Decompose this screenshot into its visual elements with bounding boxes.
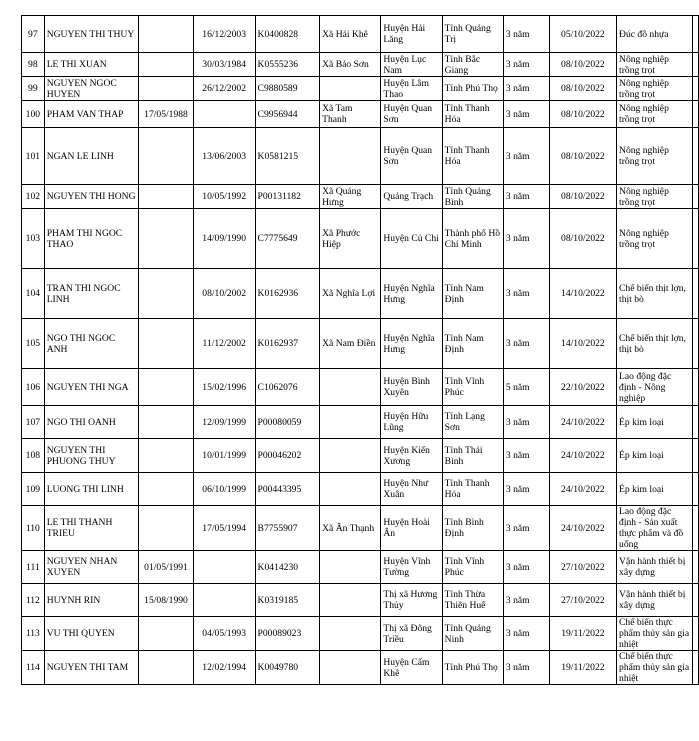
contract-term: 3 năm	[503, 269, 549, 319]
table-row	[22, 53, 699, 77]
departure-date: 24/10/2022	[549, 473, 616, 506]
departure-date: 08/10/2022	[549, 209, 616, 269]
passport-number: K0162937	[255, 319, 320, 369]
birth-date-female: 16/12/2003	[193, 16, 255, 53]
district: Huyện Lâm Thao	[381, 77, 442, 101]
province: Tỉnh Thanh Hóa	[442, 101, 503, 128]
commune: Xã Phước Hiệp	[320, 209, 381, 269]
next-column-edge	[692, 209, 698, 269]
commune	[320, 584, 381, 617]
commune	[320, 651, 381, 685]
province: Tỉnh Quảng Ninh	[442, 617, 503, 651]
job-type: Chế biến thực phẩm thủy sản gia nhiệt	[617, 651, 693, 685]
birth-date-female	[193, 101, 255, 128]
birth-date-male	[139, 269, 193, 319]
table-row	[22, 269, 699, 319]
birth-date-female: 12/02/1994	[193, 651, 255, 685]
next-column-edge	[692, 16, 698, 53]
birth-date-male	[139, 77, 193, 101]
commune	[320, 77, 381, 101]
table-row	[22, 617, 699, 651]
district: Huyện Nghĩa Hưng	[381, 319, 442, 369]
birth-date-female: 11/12/2002	[193, 319, 255, 369]
departure-date: 24/10/2022	[549, 406, 616, 439]
table-row	[22, 369, 699, 406]
province: Tỉnh Bình Định	[442, 506, 503, 551]
worker-name: PHAM THI NGOC THAO	[44, 209, 139, 269]
birth-date-male	[139, 128, 193, 185]
table-row	[22, 584, 699, 617]
job-type: Nông nghiệp trồng trọt	[617, 128, 693, 185]
next-column-edge	[692, 473, 698, 506]
province: Tỉnh Nam Định	[442, 269, 503, 319]
next-column-edge	[692, 319, 698, 369]
worker-name: TRAN THI NGOC LINH	[44, 269, 139, 319]
row-number: 114	[22, 651, 45, 685]
district: Huyện Nghĩa Hưng	[381, 269, 442, 319]
worker-name: NGUYEN THI TAM	[44, 651, 139, 685]
table-row	[22, 439, 699, 473]
province: Tỉnh Phú Thọ	[442, 651, 503, 685]
job-type: Vận hành thiết bị xây dựng	[617, 584, 693, 617]
worker-name: NGAN LE LINH	[44, 128, 139, 185]
birth-date-male	[139, 439, 193, 473]
row-number: 98	[22, 53, 45, 77]
district: Huyện Bình Xuyên	[381, 369, 442, 406]
row-number: 111	[22, 551, 45, 584]
contract-term: 3 năm	[503, 617, 549, 651]
district: Huyện Hữu Lũng	[381, 406, 442, 439]
birth-date-male	[139, 16, 193, 53]
departure-date: 24/10/2022	[549, 439, 616, 473]
passport-number: P00131182	[255, 185, 320, 209]
table-row	[22, 651, 699, 685]
next-column-edge	[692, 551, 698, 584]
departure-date: 27/10/2022	[549, 584, 616, 617]
row-number: 107	[22, 406, 45, 439]
departure-date: 19/11/2022	[549, 617, 616, 651]
birth-date-male: 17/05/1988	[139, 101, 193, 128]
row-number: 100	[22, 101, 45, 128]
row-number: 108	[22, 439, 45, 473]
job-type: Nông nghiệp trồng trọt	[617, 209, 693, 269]
next-column-edge	[692, 369, 698, 406]
birth-date-female: 08/10/2002	[193, 269, 255, 319]
birth-date-male: 01/05/1991	[139, 551, 193, 584]
worker-name: HUYNH RIN	[44, 584, 139, 617]
table-row	[22, 319, 699, 369]
commune: Xã Nghĩa Lợi	[320, 269, 381, 319]
passport-number: B7755907	[255, 506, 320, 551]
birth-date-female: 13/06/2003	[193, 128, 255, 185]
departure-date: 08/10/2022	[549, 128, 616, 185]
next-column-edge	[692, 651, 698, 685]
birth-date-male	[139, 185, 193, 209]
passport-number: P00443395	[255, 473, 320, 506]
commune	[320, 617, 381, 651]
province: Tỉnh Vĩnh Phúc	[442, 369, 503, 406]
table-body	[22, 16, 699, 685]
contract-term: 3 năm	[503, 651, 549, 685]
next-column-edge	[692, 506, 698, 551]
job-type: Nông nghiệp trồng trọt	[617, 101, 693, 128]
departure-date: 22/10/2022	[549, 369, 616, 406]
job-type: Nông nghiệp trồng trọt	[617, 185, 693, 209]
departure-date: 27/10/2022	[549, 551, 616, 584]
birth-date-female: 04/05/1993	[193, 617, 255, 651]
district: Thị xã Hương Thủy	[381, 584, 442, 617]
province: Tỉnh Quảng Bình	[442, 185, 503, 209]
next-column-edge	[692, 439, 698, 473]
job-type: Chế biến thịt lợn, thịt bò	[617, 319, 693, 369]
birth-date-female: 15/02/1996	[193, 369, 255, 406]
row-number: 113	[22, 617, 45, 651]
row-number: 99	[22, 77, 45, 101]
row-number: 106	[22, 369, 45, 406]
contract-term: 3 năm	[503, 128, 549, 185]
job-type: Ép kim loại	[617, 439, 693, 473]
commune	[320, 128, 381, 185]
worker-name: LE THI THANH TRIEU	[44, 506, 139, 551]
province: Thành phố Hồ Chí Minh	[442, 209, 503, 269]
commune	[320, 551, 381, 584]
commune: Xã Hải Khê	[320, 16, 381, 53]
table-row	[22, 16, 699, 53]
passport-number: C7775649	[255, 209, 320, 269]
contract-term: 3 năm	[503, 53, 549, 77]
row-number: 103	[22, 209, 45, 269]
job-type: Lao động đặc định - Nông nghiệp	[617, 369, 693, 406]
worker-name: LUONG THI LINH	[44, 473, 139, 506]
contract-term: 3 năm	[503, 16, 549, 53]
commune	[320, 369, 381, 406]
next-column-edge	[692, 617, 698, 651]
birth-date-female: 14/09/1990	[193, 209, 255, 269]
birth-date-male	[139, 473, 193, 506]
birth-date-male	[139, 617, 193, 651]
province: Tỉnh Bắc Giang	[442, 53, 503, 77]
birth-date-female	[193, 551, 255, 584]
district: Huyện Củ Chi	[381, 209, 442, 269]
district: Quảng Trạch	[381, 185, 442, 209]
district: Thị xã Đông Triều	[381, 617, 442, 651]
district: Huyện Cẩm Khê	[381, 651, 442, 685]
birth-date-male	[139, 209, 193, 269]
birth-date-female: 17/05/1994	[193, 506, 255, 551]
contract-term: 3 năm	[503, 473, 549, 506]
row-number: 104	[22, 269, 45, 319]
birth-date-female	[193, 584, 255, 617]
passport-number: K0581215	[255, 128, 320, 185]
worker-name: NGUYEN NHAN XUYEN	[44, 551, 139, 584]
contract-term: 3 năm	[503, 101, 549, 128]
contract-term: 3 năm	[503, 406, 549, 439]
commune: Xã Quảng Hưng	[320, 185, 381, 209]
worker-name: NGUYEN NGOC HUYEN	[44, 77, 139, 101]
birth-date-female: 12/09/1999	[193, 406, 255, 439]
passport-number: K0319185	[255, 584, 320, 617]
birth-date-female: 10/01/1999	[193, 439, 255, 473]
birth-date-female: 10/05/1992	[193, 185, 255, 209]
commune: Xã Tam Thanh	[320, 101, 381, 128]
next-column-edge	[692, 128, 698, 185]
departure-date: 05/10/2022	[549, 16, 616, 53]
district: Huyện Quan Sơn	[381, 101, 442, 128]
job-type: Chế biến thực phẩm thủy sản gia nhiệt	[617, 617, 693, 651]
worker-name: NGO THI NGOC ANH	[44, 319, 139, 369]
departure-date: 08/10/2022	[549, 185, 616, 209]
province: Tỉnh Vĩnh Phúc	[442, 551, 503, 584]
district: Huyện Hải Lăng	[381, 16, 442, 53]
commune: Xã Nam Điền	[320, 319, 381, 369]
job-type: Vận hành thiết bị xây dựng	[617, 551, 693, 584]
passport-number: P00046202	[255, 439, 320, 473]
birth-date-male	[139, 506, 193, 551]
contract-term: 3 năm	[503, 439, 549, 473]
commune	[320, 439, 381, 473]
row-number: 109	[22, 473, 45, 506]
worker-name: LE THI XUAN	[44, 53, 139, 77]
birth-date-male	[139, 369, 193, 406]
next-column-edge	[692, 269, 698, 319]
birth-date-male	[139, 319, 193, 369]
district: Huyện Quan Sơn	[381, 128, 442, 185]
table-row	[22, 506, 699, 551]
table-row	[22, 101, 699, 128]
contract-term: 5 năm	[503, 369, 549, 406]
next-column-edge	[692, 584, 698, 617]
province: Tỉnh Lạng Sơn	[442, 406, 503, 439]
worker-name: NGUYEN THI HONG	[44, 185, 139, 209]
next-column-edge	[692, 101, 698, 128]
contract-term: 3 năm	[503, 209, 549, 269]
departure-date: 08/10/2022	[549, 53, 616, 77]
passport-number: K0049780	[255, 651, 320, 685]
worker-name: NGO THI OANH	[44, 406, 139, 439]
province: Tỉnh Quảng Trị	[442, 16, 503, 53]
departure-date: 14/10/2022	[549, 269, 616, 319]
contract-term: 3 năm	[503, 77, 549, 101]
province: Tỉnh Thừa Thiên Huế	[442, 584, 503, 617]
birth-date-male	[139, 406, 193, 439]
district: Huyện Kiến Xương	[381, 439, 442, 473]
departure-date: 24/10/2022	[549, 506, 616, 551]
row-number: 105	[22, 319, 45, 369]
commune	[320, 473, 381, 506]
table-row	[22, 473, 699, 506]
province: Tỉnh Thanh Hóa	[442, 128, 503, 185]
contract-term: 3 năm	[503, 319, 549, 369]
commune: Xã Bảo Sơn	[320, 53, 381, 77]
row-number: 112	[22, 584, 45, 617]
passport-number: P00089023	[255, 617, 320, 651]
contract-term: 3 năm	[503, 506, 549, 551]
passport-number: P00080059	[255, 406, 320, 439]
job-type: Ép kim loại	[617, 473, 693, 506]
worker-name: NGUYEN THI NGA	[44, 369, 139, 406]
table-row	[22, 128, 699, 185]
table-row	[22, 77, 699, 101]
departure-date: 08/10/2022	[549, 77, 616, 101]
passport-number: K0400828	[255, 16, 320, 53]
worker-table	[21, 15, 699, 685]
passport-number: C9956944	[255, 101, 320, 128]
commune: Xã Ân Thạnh	[320, 506, 381, 551]
district: Huyện Lục Nam	[381, 53, 442, 77]
row-number: 102	[22, 185, 45, 209]
contract-term: 3 năm	[503, 551, 549, 584]
province: Tỉnh Phú Thọ	[442, 77, 503, 101]
next-column-edge	[692, 77, 698, 101]
province: Tỉnh Nam Định	[442, 319, 503, 369]
job-type: Chế biến thịt lợn, thịt bò	[617, 269, 693, 319]
worker-name: NGUYEN THI PHUONG THUY	[44, 439, 139, 473]
next-column-edge	[692, 53, 698, 77]
worker-name: PHAM VAN THAP	[44, 101, 139, 128]
job-type: Đúc đồ nhựa	[617, 16, 693, 53]
birth-date-female: 30/03/1984	[193, 53, 255, 77]
worker-name: VU THI QUYEN	[44, 617, 139, 651]
job-type: Nông nghiệp trồng trọt	[617, 53, 693, 77]
row-number: 101	[22, 128, 45, 185]
contract-term: 3 năm	[503, 185, 549, 209]
table-row	[22, 551, 699, 584]
district: Huyện Hoài Ân	[381, 506, 442, 551]
passport-number: K0555236	[255, 53, 320, 77]
departure-date: 19/11/2022	[549, 651, 616, 685]
passport-number: K0414230	[255, 551, 320, 584]
row-number: 97	[22, 16, 45, 53]
district: Huyện Vĩnh Tường	[381, 551, 442, 584]
departure-date: 08/10/2022	[549, 101, 616, 128]
province: Tỉnh Thanh Hóa	[442, 473, 503, 506]
district: Huyện Như Xuân	[381, 473, 442, 506]
job-type: Ép kim loại	[617, 406, 693, 439]
next-column-edge	[692, 185, 698, 209]
row-number: 110	[22, 506, 45, 551]
province: Tỉnh Thái Bình	[442, 439, 503, 473]
table-row	[22, 185, 699, 209]
passport-number: C9880589	[255, 77, 320, 101]
birth-date-male	[139, 651, 193, 685]
birth-date-male: 15/08/1990	[139, 584, 193, 617]
job-type: Nông nghiệp trồng trọt	[617, 77, 693, 101]
passport-number: K0162936	[255, 269, 320, 319]
passport-number: C1062076	[255, 369, 320, 406]
commune	[320, 406, 381, 439]
next-column-edge	[692, 406, 698, 439]
contract-term: 3 năm	[503, 584, 549, 617]
table-row	[22, 209, 699, 269]
birth-date-female: 06/10/1999	[193, 473, 255, 506]
departure-date: 14/10/2022	[549, 319, 616, 369]
birth-date-female: 26/12/2002	[193, 77, 255, 101]
table-row	[22, 406, 699, 439]
worker-name: NGUYEN THI THUY	[44, 16, 139, 53]
job-type: Lao động đặc định - Sản xuất thực phẩm và đồ uống	[617, 506, 693, 551]
birth-date-male	[139, 53, 193, 77]
